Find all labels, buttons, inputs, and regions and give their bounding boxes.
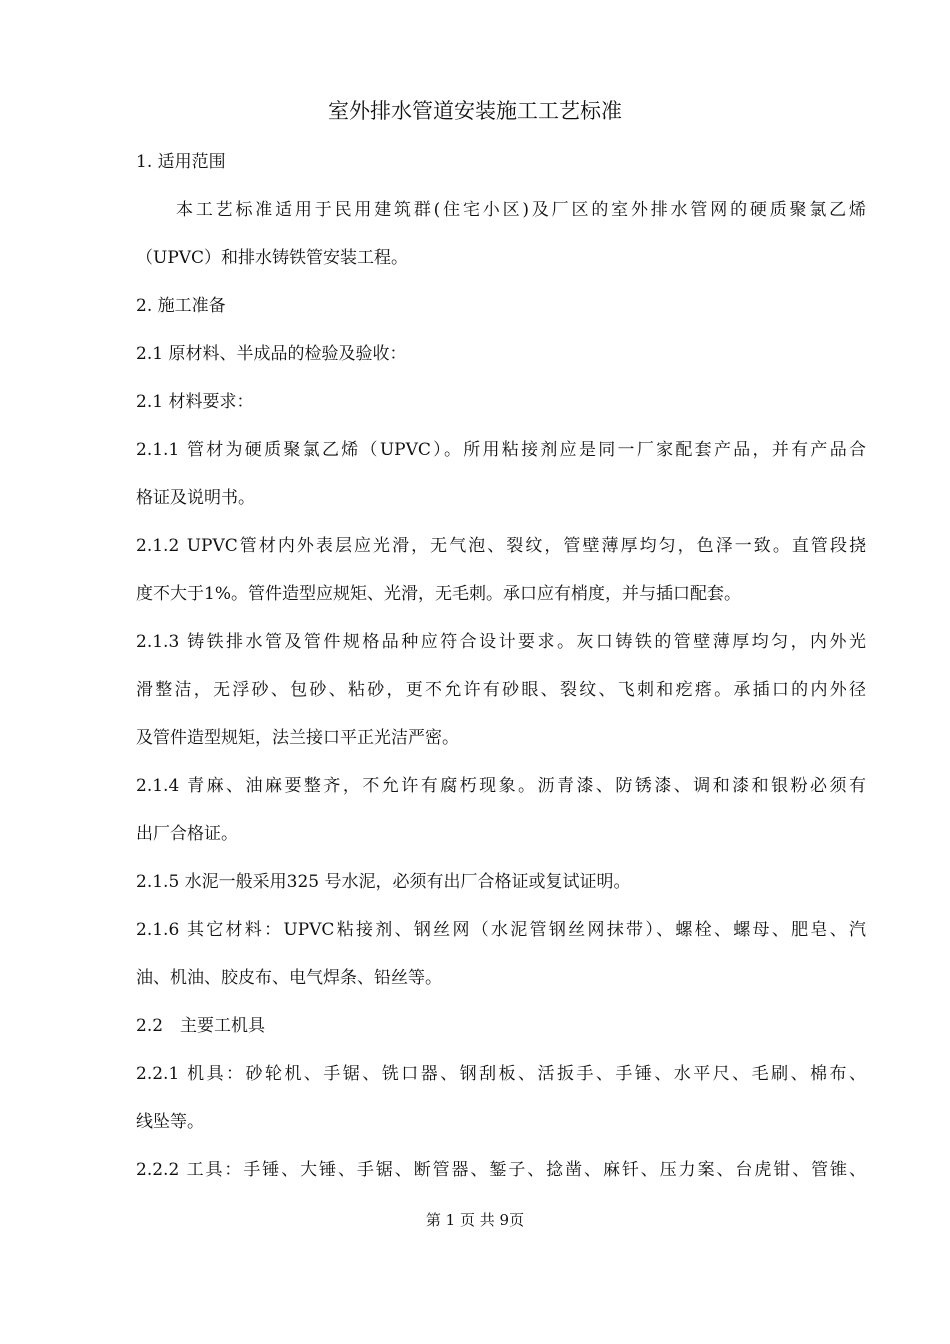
paragraph-line: 本工艺标准适用于民用建筑群(住宅小区)及厂区的室外排水管网的硬质聚氯乙烯 xyxy=(176,200,866,220)
page-footer: 第 1 页 共 9页 xyxy=(425,1211,525,1229)
paragraph-line: 2.2.1 机具：砂轮机、手锯、铣口器、钢刮板、活扳手、手锤、水平尺、毛刷、棉布、 xyxy=(136,1064,866,1084)
paragraph-line: 及管件造型规矩，法兰接口平正光洁严密。 xyxy=(136,728,459,748)
paragraph-line: 2.1.5 水泥一般采用325 号水泥，必须有出厂合格证或复试证明。 xyxy=(136,872,631,892)
section-heading: 2.1 材料要求： xyxy=(136,392,254,412)
paragraph-line: 2.1.2 UPVC管材内外表层应光滑，无气泡、裂纹，管壁薄厚均匀，色泽一致。直管段挠 xyxy=(136,536,866,556)
paragraph-line: 2.1.4 青麻、油麻要整齐，不允许有腐朽现象。沥青漆、防锈漆、调和漆和银粉必须有 xyxy=(136,776,866,796)
paragraph-line: 格证及说明书。 xyxy=(136,488,255,508)
paragraph-line: 2.2.2 工具：手锤、大锤、手锯、断管器、錾子、捻凿、麻钎、压力案、台虎钳、管锥、 xyxy=(136,1160,866,1180)
paragraph-line: 线坠等。 xyxy=(136,1112,204,1132)
paragraph-line: （UPVC）和排水铸铁管安装工程。 xyxy=(136,248,409,268)
paragraph-line: 度不大于1%。管件造型应规矩、光滑，无毛刺。承口应有梢度，并与插口配套。 xyxy=(136,584,741,604)
section-heading: 2.2 主要工机具 xyxy=(136,1016,266,1036)
paragraph-line: 2.1.1 管材为硬质聚氯乙烯（UPVC）。所用粘接剂应是同一厂家配套产品，并有产品合 xyxy=(136,440,866,460)
section-heading: 1. 适用范围 xyxy=(136,152,226,172)
document-title: 室外排水管道安装施工工艺标准 xyxy=(328,99,622,123)
paragraph-line: 2.1.3 铸铁排水管及管件规格品种应符合设计要求。灰口铸铁的管壁薄厚均匀，内外光 xyxy=(136,632,866,652)
paragraph-line: 滑整洁，无浮砂、包砂、粘砂，更不允许有砂眼、裂纹、飞刺和疙瘩。承插口的内外径 xyxy=(136,680,866,700)
paragraph-line: 油、机油、胶皮布、电气焊条、铅丝等。 xyxy=(136,968,442,988)
paragraph-line: 2.1.6 其它材料：UPVC粘接剂、钢丝网（水泥管钢丝网抹带）、螺栓、螺母、肥皂、汽 xyxy=(136,920,866,940)
paragraph-line: 出厂合格证。 xyxy=(136,824,238,844)
section-heading: 2. 施工准备 xyxy=(136,296,226,316)
section-heading: 2.1 原材料、半成品的检验及验收： xyxy=(136,344,407,364)
